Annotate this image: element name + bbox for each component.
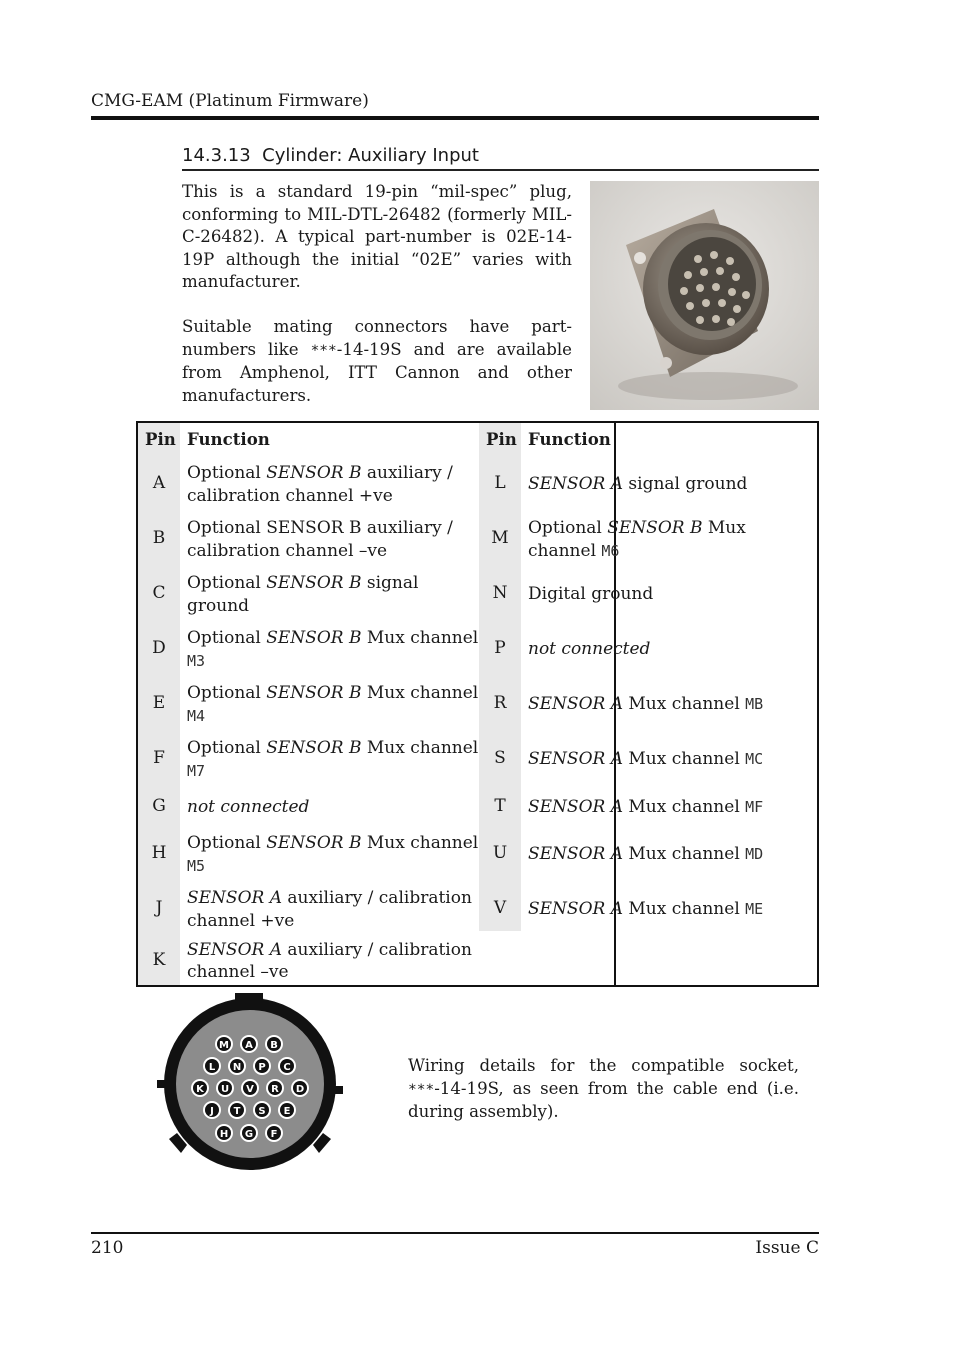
pin-function: Optional SENSOR B signal ground <box>187 573 419 616</box>
pin-function: SENSOR A Mux channel MF <box>528 796 764 817</box>
table-row <box>138 937 817 985</box>
pin-function: SENSOR A auxiliary / calibration channel +ve <box>187 888 472 931</box>
pin-letter: E <box>152 693 166 714</box>
intro-paragraph-1: This is a standard 19-pin “mil-spec” plug, conforming to MIL-DTL-26482 (formerly MIL-C-26482). A typical part-number is 02E-14-19P although the initial “02E” varies with manufacturer. <box>182 182 572 291</box>
header-function-left: Function <box>187 429 270 449</box>
page-number: 210 <box>91 1238 124 1258</box>
table-row <box>138 787 817 827</box>
socket-pin-label: M <box>219 1040 229 1051</box>
section-title <box>182 145 479 166</box>
pin-letter: C <box>152 583 166 604</box>
socket-pin-label: J <box>210 1106 214 1117</box>
pin-function: Optional SENSOR B Mux channel M5 <box>187 833 479 875</box>
section-number: 14.3.13 <box>182 145 251 166</box>
pin-function: SENSOR A Mux channel ME <box>528 899 764 920</box>
table-row <box>138 457 817 512</box>
pin-letter: L <box>494 473 506 494</box>
pin-function: not connected <box>528 639 651 660</box>
pin-function: SENSOR A Mux channel MD <box>528 844 764 865</box>
socket-pin-label: V <box>246 1084 254 1095</box>
pin-letter: N <box>492 583 508 604</box>
pin-letter: D <box>152 638 166 659</box>
socket-pin-label: T <box>233 1106 241 1117</box>
socket-pin-label: S <box>258 1106 266 1117</box>
issue-label: Issue C <box>755 1238 819 1258</box>
socket-pin-label: E <box>283 1106 291 1117</box>
header-pin-right: Pin <box>486 429 517 449</box>
socket-pin-label: F <box>270 1129 278 1140</box>
socket-pin-label: U <box>220 1084 230 1095</box>
pin-letter: A <box>152 473 166 494</box>
diagram-caption: Wiring details for the compatible socket, ***-14-19S, as seen from the cable end (i.e. during assembly). <box>408 1056 799 1121</box>
socket-pin-label: G <box>244 1129 254 1140</box>
header-rule <box>91 116 819 120</box>
table-row <box>138 567 817 622</box>
pin-function: Optional SENSOR B Mux channel M7 <box>187 738 479 780</box>
socket-pin-label: D <box>295 1084 305 1095</box>
footer-rule <box>91 1232 819 1234</box>
pin-letter: B <box>152 528 166 549</box>
running-header: CMG-EAM (Platinum Firmware) <box>91 91 369 111</box>
pin-function: Digital ground <box>528 584 654 605</box>
pin-function: SENSOR A signal ground <box>528 474 748 495</box>
pin-letter: F <box>153 748 165 769</box>
pin-letter: G <box>152 795 166 816</box>
pin-function: SENSOR A Mux channel MC <box>528 749 764 770</box>
pin-assignment-table <box>136 421 819 987</box>
pin-letter: T <box>494 795 506 816</box>
pin-letter: U <box>492 843 508 864</box>
pin-letter: V <box>493 898 507 919</box>
socket-pin-label: K <box>196 1084 204 1095</box>
pin-function: SENSOR A auxiliary / calibration channel –ve <box>187 939 472 982</box>
socket-pin-label: L <box>208 1062 216 1073</box>
section-title-text: Cylinder: Auxiliary Input <box>262 145 479 166</box>
pin-letter: S <box>494 748 506 769</box>
pin-function: Optional SENSOR B Mux channel M3 <box>187 628 479 670</box>
pin-function: Optional SENSOR B auxiliary / calibration channel +ve <box>187 463 453 506</box>
header-function-right: Function <box>528 429 611 449</box>
table-row <box>138 677 817 732</box>
socket-pin-label: A <box>245 1040 253 1051</box>
socket-pin-label: N <box>232 1062 242 1073</box>
socket-pin-label: C <box>283 1062 291 1073</box>
intro-paragraph-2: Suitable mating connectors have part-numbers like ***-14-19S and are available from Amphenol, ITT Cannon and other manufacturers. <box>182 317 572 405</box>
connector-photo <box>590 181 819 410</box>
pin-function: not connected <box>187 796 310 817</box>
pin-function: Optional SENSOR B auxiliary / calibration channel –ve <box>187 518 453 561</box>
pin-function: SENSOR A Mux channel MB <box>528 694 764 715</box>
socket-pin-label: P <box>258 1062 266 1073</box>
table-row <box>138 512 817 567</box>
socket-pin-label: H <box>219 1129 229 1140</box>
section-rule <box>182 169 819 171</box>
pin-function: Optional SENSOR B Mux channel M4 <box>187 683 479 725</box>
pin-letter: P <box>494 638 506 659</box>
table-row <box>138 732 817 787</box>
pin-letter: H <box>151 843 167 864</box>
pin-letter: R <box>493 693 507 714</box>
header-pin-left: Pin <box>145 429 176 449</box>
pin-function: Optional SENSOR B Mux channel M6 <box>528 518 746 561</box>
socket-pin-label: R <box>271 1084 279 1095</box>
table-row <box>138 882 817 937</box>
table-row <box>138 827 817 882</box>
pin-letter: M <box>491 528 509 549</box>
socket-pinout-diagram <box>157 993 343 1175</box>
pin-letter: J <box>155 898 163 919</box>
socket-pin-label: B <box>270 1040 278 1051</box>
table-row <box>138 622 817 677</box>
pin-letter: K <box>152 949 166 970</box>
